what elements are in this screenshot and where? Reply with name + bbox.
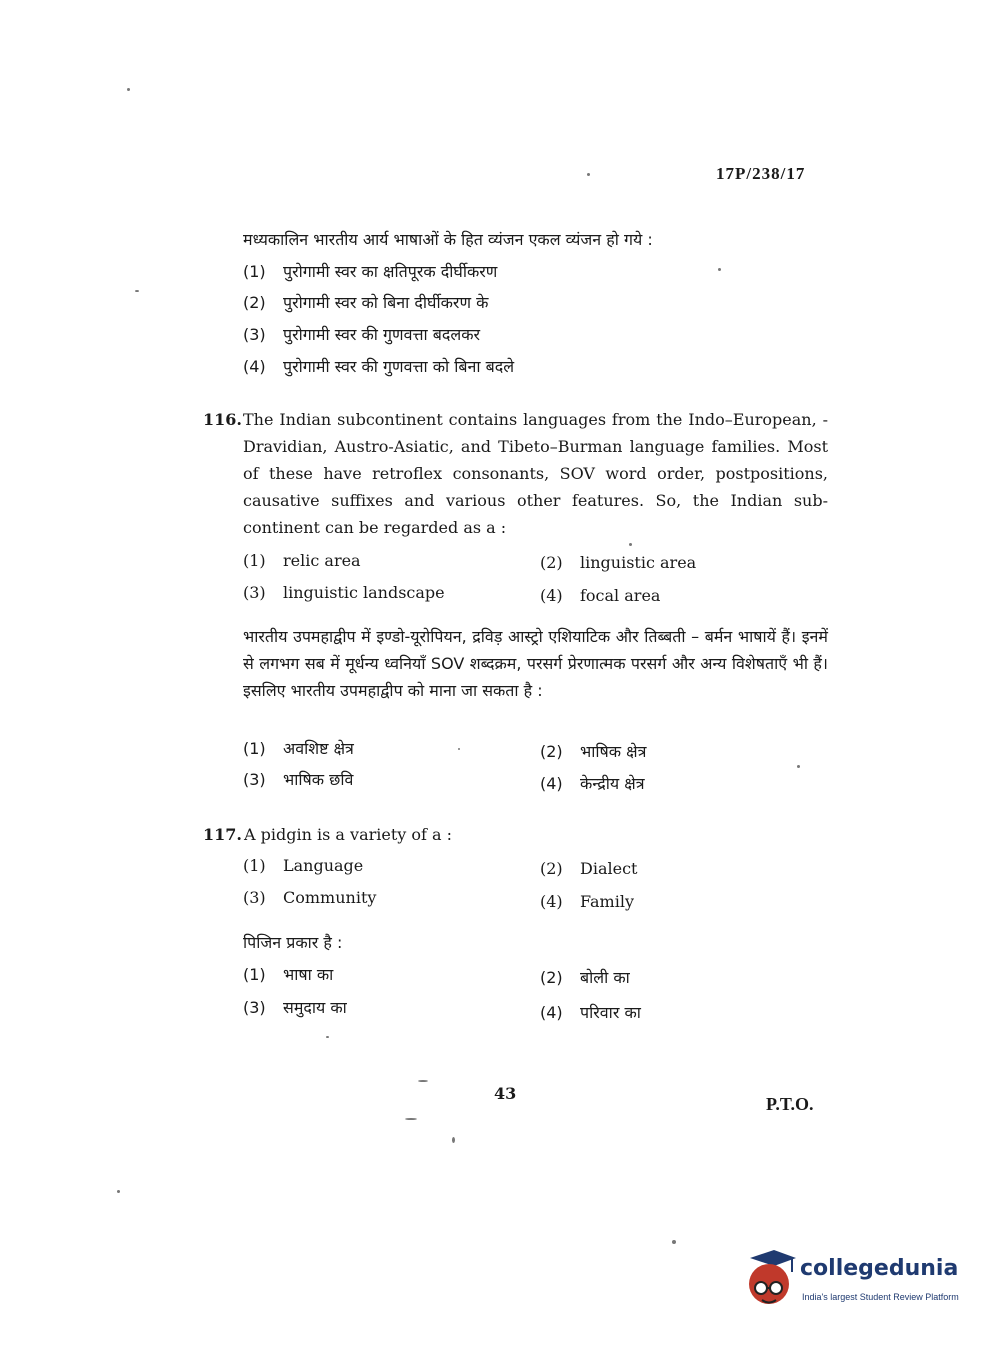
q117-hindi-option-2 xyxy=(540,966,630,988)
logo-wordmark: collegedunia xyxy=(800,1256,959,1281)
scan-speck xyxy=(117,1190,120,1193)
q116-hindi-option-2 xyxy=(540,740,646,762)
scan-speck xyxy=(127,88,130,91)
option-text: Community xyxy=(283,888,377,907)
q115-option-2 xyxy=(243,291,488,313)
option-text: पुरोगामी स्वर का क्षतिपूरक दीर्घीकरण xyxy=(283,262,498,281)
option-number: (1) xyxy=(243,551,266,570)
option-number: (1) xyxy=(243,739,266,758)
option-text: पुरोगामी स्वर की गुणवत्ता बदलकर xyxy=(283,325,481,344)
q115-option-4 xyxy=(243,355,514,377)
logo-tagline: India's largest Student Review Platform xyxy=(802,1292,959,1302)
option-number: (3) xyxy=(243,325,266,344)
option-text: अवशिष्ट क्षेत्र xyxy=(283,739,354,758)
option-text: Dialect xyxy=(580,859,638,878)
q117-hindi-option-3 xyxy=(243,996,347,1018)
q116-hindi-option-3 xyxy=(243,768,353,790)
q116-hindi-option-4 xyxy=(540,772,645,794)
q116-number: 116. xyxy=(203,410,242,429)
option-number: (2) xyxy=(540,968,563,987)
option-number: (1) xyxy=(243,262,266,281)
option-text: Family xyxy=(580,892,634,911)
option-number: (1) xyxy=(243,856,266,875)
option-text: समुदाय का xyxy=(283,998,347,1017)
q116-hindi-option-1 xyxy=(243,737,354,759)
option-number: (4) xyxy=(540,892,563,911)
q117-number: 117. xyxy=(203,825,242,844)
option-text: relic area xyxy=(283,551,361,570)
option-number: (4) xyxy=(540,1003,563,1022)
option-text: केन्द्रीय क्षेत्र xyxy=(580,774,645,793)
q117-option-2 xyxy=(540,859,637,878)
option-number: (1) xyxy=(243,965,266,984)
option-text: पुरोगामी स्वर की गुणवत्ता को बिना बदले xyxy=(283,357,515,376)
q117-hindi-option-4 xyxy=(540,1001,641,1023)
option-text: Language xyxy=(283,856,364,875)
option-text: पुरोगामी स्वर को बिना दीर्घीकरण के xyxy=(283,293,489,312)
q115-option-1 xyxy=(243,260,497,282)
scan-speck xyxy=(672,1240,676,1244)
paper-code: 17P/238/17 xyxy=(716,164,806,183)
scan-speck xyxy=(405,1118,417,1120)
option-text: भाषा का xyxy=(283,965,334,984)
option-number: (2) xyxy=(540,742,563,761)
option-number: (3) xyxy=(243,998,266,1017)
option-text: बोली का xyxy=(580,968,630,987)
q115-hindi-stem: मध्यकालिन भारतीय आर्य भाषाओं के हित व्यंजन एकल व्यंजन हो गये : xyxy=(243,230,653,249)
scan-speck xyxy=(587,173,590,176)
scan-speck xyxy=(629,543,632,546)
q115-option-3 xyxy=(243,323,480,345)
option-text: भाषिक क्षेत्र xyxy=(580,742,647,761)
option-number: (2) xyxy=(540,859,563,878)
q117-option-1 xyxy=(243,856,363,875)
option-text: linguistic area xyxy=(580,553,697,572)
scan-speck xyxy=(458,748,460,750)
scan-speck xyxy=(797,765,800,768)
q117-hindi-stem: पिजिन प्रकार है : xyxy=(243,933,343,952)
q116-hindi-stem: भारतीय उपमहाद्वीप में इण्डो-यूरोपियन, द्रविड़ आस्ट्रो एशियाटिक और तिब्बती – बर्मन भाषायें हैं। इनमें से लगभग सब में मूर्धन्य ध्वनियाँ SOV शब्दक्रम, परसर्ग प्रेरणात्मक परसर्ग और अन्य विशेषताएँ भी हैं। इसलिए भारतीय उपमहाद्वीप को माना जा सकता है : xyxy=(243,627,828,700)
q116-option-2 xyxy=(540,553,696,572)
scan-speck xyxy=(135,290,139,292)
option-number: (4) xyxy=(540,586,563,605)
q116-option-1 xyxy=(243,551,361,570)
q117-option-4 xyxy=(540,892,634,911)
option-number: (3) xyxy=(243,770,266,789)
option-number: (3) xyxy=(243,583,266,602)
mascot-icon xyxy=(740,1248,798,1310)
option-text: linguistic landscape xyxy=(283,583,445,602)
scan-speck xyxy=(718,268,721,271)
q116-option-4 xyxy=(540,586,660,605)
q117-stem: A pidgin is a variety of a : xyxy=(244,825,453,844)
option-text: focal area xyxy=(580,586,661,605)
option-text: परिवार का xyxy=(580,1003,641,1022)
option-number: (4) xyxy=(540,774,563,793)
q116-stem: The Indian subcontinent contains languages from the Indo–European, - Dravidian, Austro-Asiatic, and Tibeto–Burman language families. Most of these have retroflex consonants, SOV word order, postpositions, causative suffixes and various other features. So, the Indian sub-continent can be regarded as a : xyxy=(243,410,828,537)
q117-option-3 xyxy=(243,888,376,907)
page-number: 43 xyxy=(494,1084,517,1103)
scan-speck xyxy=(326,1036,329,1038)
pto-label: P.T.O. xyxy=(766,1094,814,1114)
q117-hindi-option-1 xyxy=(243,963,333,985)
scan-speck xyxy=(452,1137,455,1143)
option-text: भाषिक छवि xyxy=(283,770,354,789)
q116-option-3 xyxy=(243,583,445,602)
option-number: (2) xyxy=(243,293,266,312)
option-number: (2) xyxy=(540,553,563,572)
scan-speck xyxy=(418,1080,428,1082)
option-number: (4) xyxy=(243,357,266,376)
option-number: (3) xyxy=(243,888,266,907)
collegedunia-logo[interactable] xyxy=(740,1248,970,1318)
